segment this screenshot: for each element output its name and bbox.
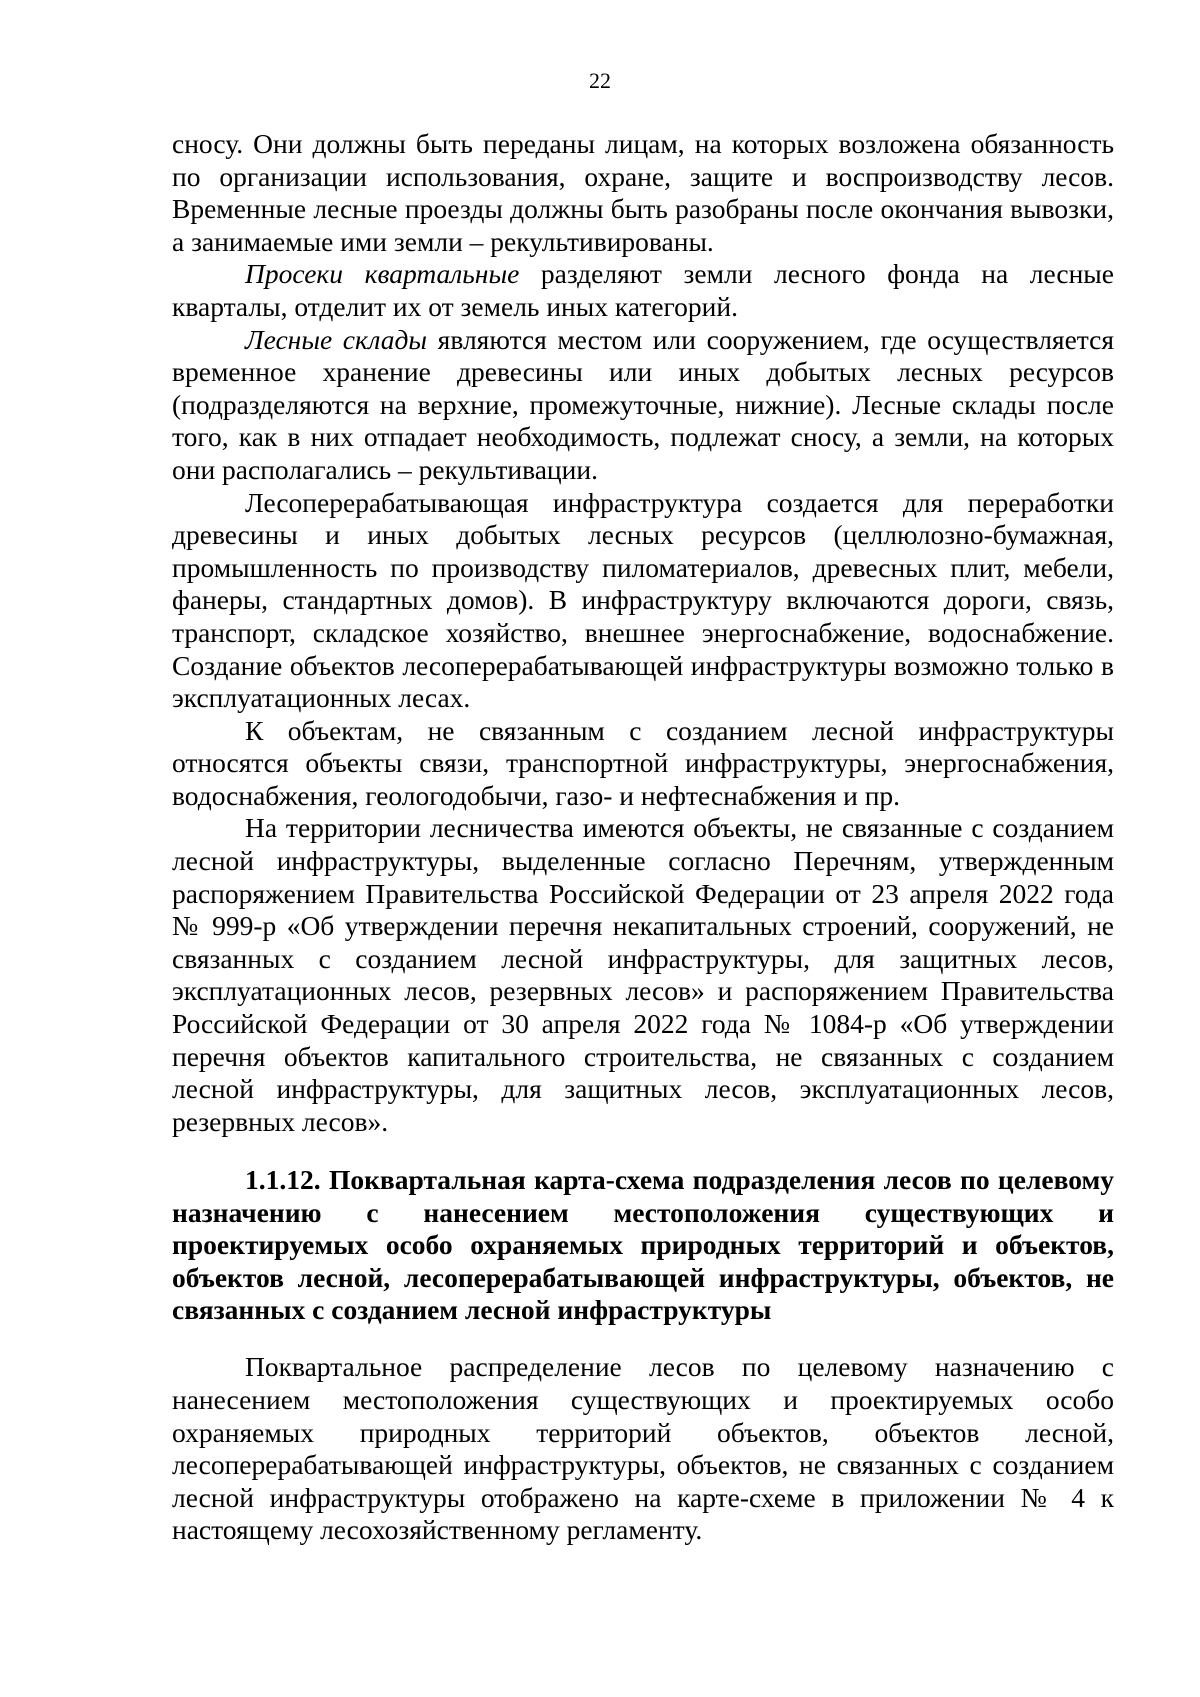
paragraph-unrelated-objects: К объектам, не связанным с созданием лесной инфраструктуры относятся объекты связи, транспортной инфраструктуры, энергоснабжения, водоснабжения, геологодобычи, газо- и нефтеснабжения и пр. [172, 714, 1114, 811]
paragraph-quarter-clearings-text: разделяют земли лесного фонда на лесные кварталы, отделит их от земель иных категорий. [172, 258, 1114, 322]
paragraph-processing-infrastructure: Лесоперерабатывающая инфраструктура создается для переработки древесины и иных добытых лесных ресурсов (целлюлозно-бумажная, промышленность по производству пиломатериалов, древесных плит, мебели, фанеры, стандартных домов). В инфраструктуру включаются дороги, связь, транспорт, складское хозяйство, внешнее энергоснабжение, водоснабжение. Создание объектов лесоперерабатывающей инфраструктуры возможно только в эксплуатационных лесах. [172, 486, 1114, 714]
paragraph-forest-warehouses-text: являются местом или сооружением, где осуществляется временное хранение древесины или иных добытых лесных ресурсов (подразделяются на верхние, промежуточные, нижние). Лесные склады после того, как в них отпадает необходимость, подлежат сносу, а земли, на которых они располагались – рекультивации. [172, 323, 1114, 485]
paragraph-distribution: Поквартальное распределение лесов по целевому назначению с нанесением местоположения существующих и проектируемых особо охраняемых природных территорий объектов, объектов лесной, лесоперерабатывающей инфраструктуры, объектов, не связанных с созданием лесной инфраструктуры отображено на карте-схеме в приложении № 4 к настоящему лесохозяйственному регламенту. [172, 1351, 1114, 1546]
document-body [172, 128, 1114, 1547]
term-quarter-clearings: Просеки квартальные [245, 258, 520, 290]
paragraph-territory-objects: На территории лесничества имеются объекты, не связанные с созданием лесной инфраструктуры, выделенные согласно Перечням, утвержденным распоряжением Правительства Российской Федерации от 23 апреля 2022 года № 999-р «Об утверждении перечня некапитальных строений, сооружений, не связанных с созданием лесной инфраструктуры, для защитных лесов, эксплуатационных лесов, резервных лесов» и распоряжением Правительства Российской Федерации от 30 апреля 2022 года № 1084-р «Об утверждении перечня объектов капитального строительства, не связанных с созданием лесной инфраструктуры, для защитных лесов, эксплуатационных лесов, резервных лесов». [172, 812, 1114, 1137]
paragraph-quarter-clearings [172, 258, 1114, 323]
section-heading: 1.1.12. Поквартальная карта-схема подразделения лесов по целевому назначению с нанесением местоположения существующих и проектируемых особо охраняемых природных территорий и объектов, объектов лесной, лесоперерабатывающей инфраструктуры, объектов, не связанных с созданием лесной инфраструктуры [172, 1164, 1114, 1326]
paragraph-continuation: сносу. Они должны быть переданы лицам, на которых возложена обязанность по организации использования, охране, защите и воспроизводству лесов. Временные лесные проезды должны быть разобраны после окончания вывозки, а занимаемые ими земли – рекультивированы. [172, 128, 1114, 257]
paragraph-forest-warehouses [172, 324, 1114, 487]
term-forest-warehouses: Лесные склады [245, 323, 428, 355]
page-number: 22 [589, 68, 611, 93]
